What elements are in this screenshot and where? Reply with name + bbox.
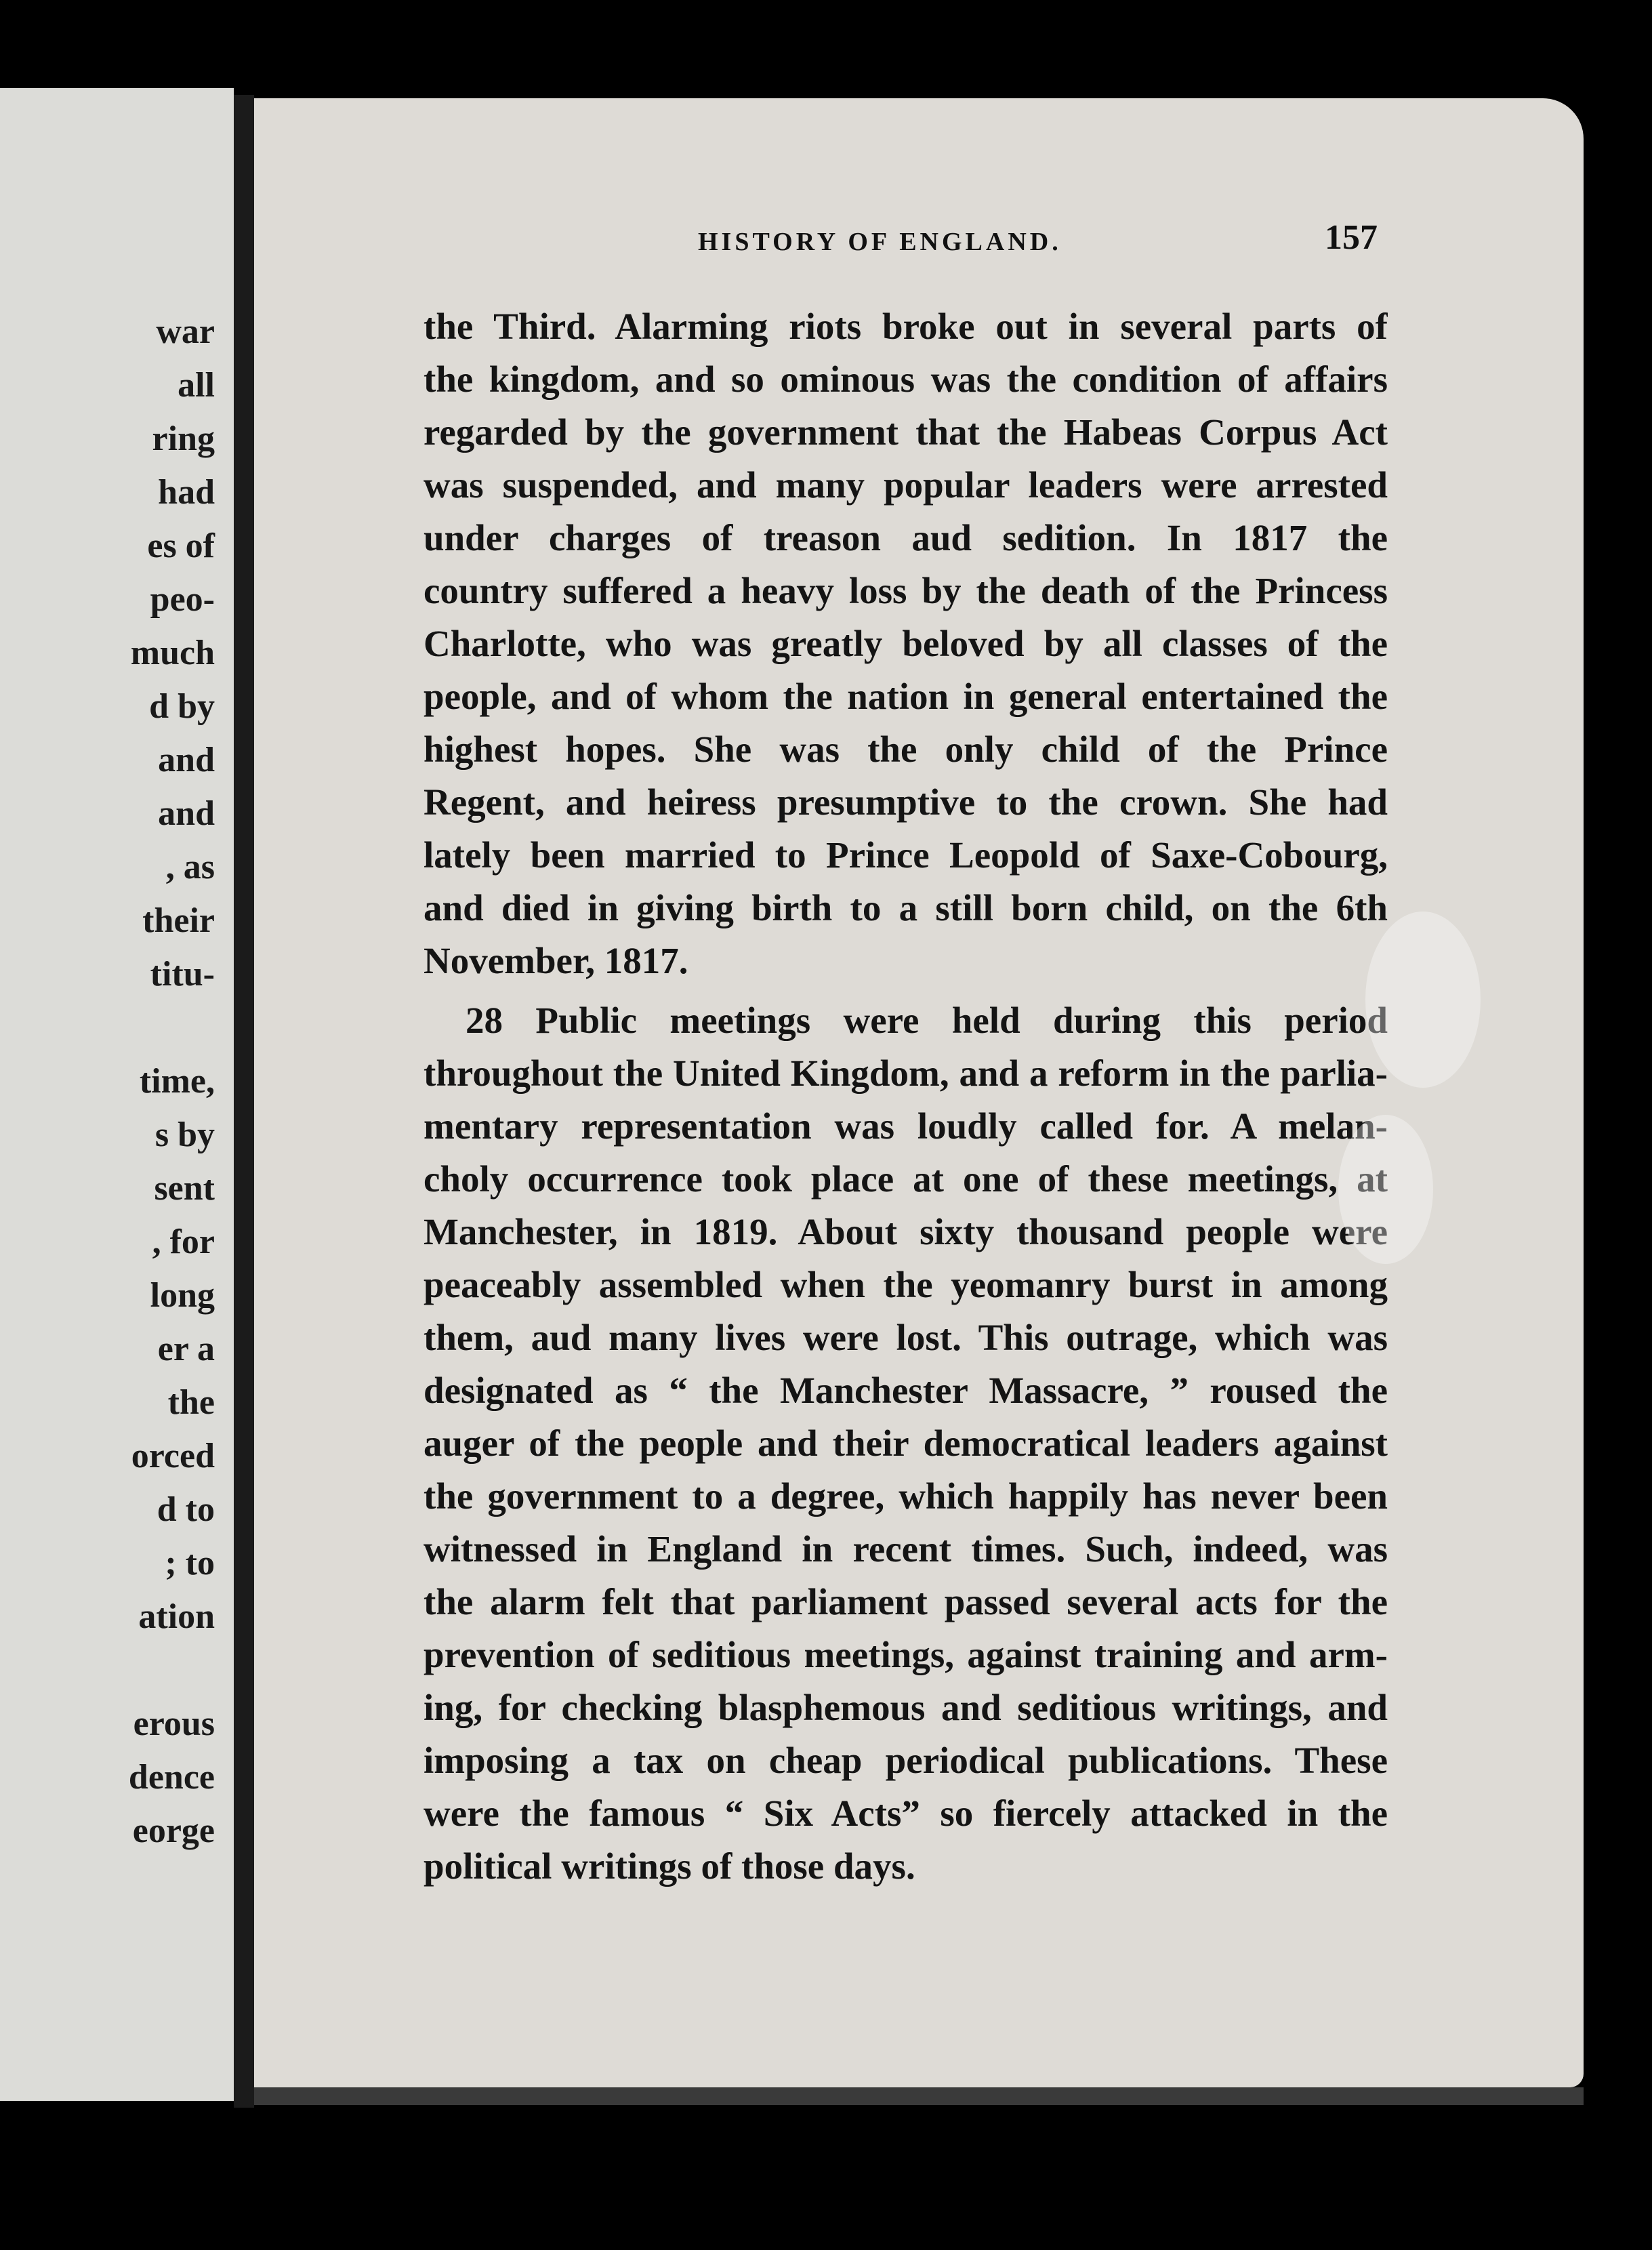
facing-page-line: er a: [157, 1330, 215, 1368]
text-line: the kingdom, and so ominous was the condition of affairs: [424, 359, 1388, 400]
facing-page-text: [0, 305, 215, 1858]
text-line: designated as “ the Manchester Massacre, ” roused the: [424, 1370, 1388, 1411]
facing-page-line: ation: [138, 1597, 215, 1636]
facing-page-line: d to: [157, 1490, 215, 1529]
text-line: country suffered a heavy loss by the death of the Princess: [424, 570, 1388, 611]
text-line: lately been married to Prince Leopold of Saxe-Cobourg,: [424, 834, 1388, 876]
facing-page-line: peo-: [150, 580, 215, 619]
facing-page-line: and: [158, 741, 215, 779]
page-bottom-edge: [254, 2087, 1584, 2105]
paper-stain: [1338, 1115, 1433, 1264]
text-line: 28 Public meetings were held during this period: [466, 1000, 1388, 1041]
page-number: 157: [1325, 218, 1378, 257]
facing-page-line: , as: [165, 848, 215, 886]
facing-page-line: titu-: [150, 955, 215, 994]
facing-page-line: [0, 1643, 215, 1697]
text-line: was suspended, and many popular leaders were arrested: [424, 464, 1388, 506]
facing-page-line: eorge: [132, 1812, 215, 1850]
text-line: auger of the people and their democratical leaders against: [424, 1423, 1388, 1464]
text-line: throughout the United Kingdom, and a reform in the parlia-: [424, 1052, 1388, 1094]
facing-page-line: time,: [139, 1062, 215, 1101]
facing-page-line: d by: [149, 687, 215, 726]
text-line: people, and of whom the nation in general entertained the: [424, 676, 1388, 717]
text-line: prevention of seditious meetings, against training and arm-: [424, 1634, 1388, 1675]
facing-page-line: long: [150, 1276, 215, 1315]
facing-page-line: much: [130, 634, 215, 672]
text-line: mentary representation was loudly called for. A melan-: [424, 1105, 1388, 1147]
paragraph-2: [424, 994, 1388, 1893]
facing-page-line: s by: [154, 1116, 215, 1154]
text-line: the Third. Alarming riots broke out in several parts of: [424, 306, 1388, 347]
facing-page-line: their: [142, 901, 215, 940]
facing-page-line: erous: [133, 1704, 215, 1743]
facing-page-line: war: [156, 312, 215, 351]
text-line: highest hopes. She was the only child of the Prince: [424, 729, 1388, 770]
facing-page-line: , for: [152, 1223, 215, 1261]
running-head: HISTORY OF ENGLAND.: [698, 228, 1062, 256]
text-line: under charges of treason aud sedition. In 1817 the: [424, 517, 1388, 558]
facing-page-line: [0, 1001, 215, 1055]
text-line: the government to a degree, which happily has never been: [424, 1475, 1388, 1517]
text-line: political writings of those days.: [424, 1845, 915, 1887]
text-line: November, 1817.: [424, 940, 688, 981]
text-line: imposing a tax on cheap periodical publications. These: [424, 1740, 1388, 1781]
text-line: and died in giving birth to a still born child, on the 6th: [424, 887, 1388, 928]
paper-stain: [1365, 912, 1481, 1088]
book-gutter: [234, 95, 254, 2108]
text-line: Manchester, in 1819. About sixty thousand people were: [424, 1211, 1388, 1252]
facing-page-line: sent: [154, 1169, 215, 1208]
facing-page-line: all: [178, 366, 215, 405]
text-line: Charlotte, who was greatly beloved by all classes of the: [424, 623, 1388, 664]
text-line: witnessed in England in recent times. Such, indeed, was: [424, 1528, 1388, 1570]
text-line: choly occurrence took place at one of these meetings, at: [424, 1158, 1388, 1200]
facing-page-line: dence: [128, 1758, 215, 1797]
text-line: peaceably assembled when the yeomanry burst in among: [424, 1264, 1388, 1305]
text-line: Regent, and heiress presumptive to the crown. She had: [424, 781, 1388, 823]
facing-page-line: had: [158, 473, 215, 512]
text-line: regarded by the government that the Habeas Corpus Act: [424, 411, 1388, 453]
facing-page-line: ring: [152, 420, 215, 458]
facing-page-line: and: [158, 794, 215, 833]
text-line: the alarm felt that parliament passed several acts for the: [424, 1581, 1388, 1622]
facing-page-line: the: [167, 1383, 215, 1422]
paragraph-1: [424, 300, 1388, 987]
facing-page-line: orced: [131, 1437, 215, 1475]
text-line: them, aud many lives were lost. This outrage, which was: [424, 1317, 1388, 1358]
text-line: ing, for checking blasphemous and seditious writings, and: [424, 1687, 1388, 1728]
facing-page-line: ; to: [165, 1544, 215, 1582]
body-text: [424, 300, 1388, 1893]
text-line: were the famous “ Six Acts” so fiercely attacked in the: [424, 1793, 1388, 1834]
facing-page-line: es of: [147, 527, 215, 565]
book-page: [254, 98, 1584, 2087]
facing-page-fragment: [0, 88, 234, 2101]
